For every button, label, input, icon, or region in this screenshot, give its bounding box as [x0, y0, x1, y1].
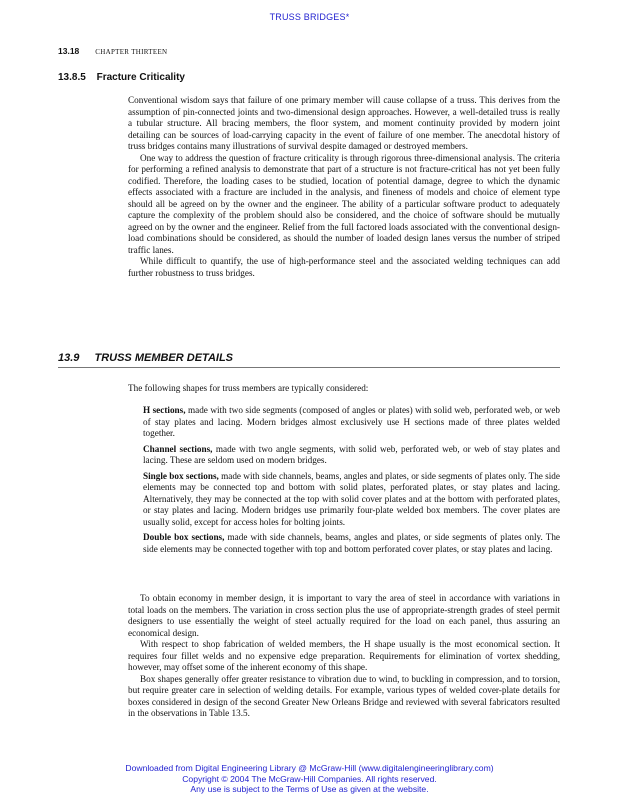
footer-terms: Any use is subject to the Terms of Use as given at the website. [190, 784, 429, 794]
paragraph: One way to address the question of fracture criticality is through rigorous three-dimensional analysis. The criteria for performing a refined analysis to demonstrate that part of a structure is not fracture-critical has not yet been fully codified. Therefore, the loading cases to be studied, location of potential damage, degree to which the dynamic effects associated with a fracture are included in the analysis, and fineness of models and choice of element type should all be agreed on by the owner and the engineer. The ability of a particular software product to adequately capture the complexity of the problem should also be considered, and the choice of software should be mutually agreed on by the owner and the engineer. Relief from the full factored loads associated with the conventional design-load combinations should be considered, as should the number of loaded design lanes versus the number of striped traffic lanes. [128, 152, 560, 255]
list-item [143, 405, 560, 440]
running-head [58, 46, 167, 56]
list-item [143, 444, 560, 467]
truss-member-intro [128, 383, 560, 395]
shape-term: H sections, [143, 405, 186, 415]
list-item [143, 471, 560, 529]
chapter-label: CHAPTER THIRTEEN [95, 48, 168, 56]
list-item [143, 532, 560, 555]
shape-term: Single box sections, [143, 470, 219, 481]
footer-copyright: Copyright © 2004 The McGraw-Hill Companies. All rights reserved. [182, 773, 437, 784]
member-shapes-list [143, 405, 560, 559]
header-banner: TRUSS BRIDGES* [269, 12, 350, 22]
section-title: Fracture Criticality [96, 72, 185, 83]
fracture-criticality-body [128, 95, 560, 279]
section-title: TRUSS MEMBER DETAILS [94, 352, 234, 364]
shape-description: made with side channels, beams, angles and plates, or side segments of plates only. The side elements may be connected together with top and bottom perforated cover plates, or stay plates and lacing. [143, 532, 560, 554]
section-number: 13.9 [58, 352, 80, 364]
shape-term: Channel sections, [143, 443, 213, 454]
shape-description: made with two side segments (composed of angles or plates) with solid web, perforated web, or web of stay plates and lacing. Modern bridges almost exclusively use H sections made of three plates welded together. [143, 405, 560, 438]
paragraph: To obtain economy in member design, it is important to vary the area of steel in accordance with variations in total loads on the members. The variation in cross section plus the use of appropriate-strength grades of steel permit designers to use essentially the weight of steel actually required for the load on each panel, thus assuring an economical design. [128, 593, 560, 638]
paragraph: The following shapes for truss members are typically considered: [128, 383, 369, 393]
paragraph: Box shapes generally offer greater resistance to vibration due to wind, to buckling in compression, and to torsion, but require greater care in selection of welding details. For example, various types of welded cover-plate details for boxes considered in design of the second Greater New Orleans Bridge and reviewed with several fabricators resulted in the observations in Table 13.5. [128, 673, 560, 718]
section-number: 13.8.5 [58, 72, 86, 83]
shape-term: Double box sections, [143, 532, 225, 542]
section-heading-truss-member-details [58, 352, 560, 368]
footer-download-link[interactable]: Downloaded from Digital Engineering Library @ McGraw-Hill (www.digitalengineeringlibrary.com) [125, 763, 494, 773]
shape-description: made with two angle segments, with solid web, perforated web, or web of stay plates and lacing. These are seldom used on modern bridges. [143, 443, 560, 465]
paragraph: While difficult to quantify, the use of high-performance steel and the associated welding techniques can add further robustness to truss bridges. [128, 256, 560, 278]
paragraph: Conventional wisdom says that failure of one primary member will cause collapse of a truss. This derives from the assumption of pin-connected joints and two-dimensional design approaches. However, a well-detailed truss is really a tubular structure. All bracing members, the floor system, and moment continuity provided by modern joint detailing can be sources of load-carrying capacity in the event of failure of one member. The anecdotal history of truss bridges contains many illustrations of survival despite damaged or destroyed members. [128, 95, 560, 151]
shape-description: made with side channels, beams, angles and plates, or side segments of plates only. The side elements may be connected top and bottom with solid plates, perforated plates, or stay plates and lacing. Alternatively, they may be connected at the top with solid cover plates and at the bottom with perforated plates, or stay plates and lacing. Modern bridges use primarily four-plate welded box members. The cover plates are usually solid, except for access holes for bolting joints. [143, 470, 560, 527]
page-number: 13.18 [58, 46, 80, 56]
section-heading-fracture-criticality [58, 72, 185, 83]
paragraph: With respect to shop fabrication of welded members, the H shape usually is the most economical section. It requires four fillet welds and no expensive edge preparation. Requirements for elimination of vortex shedding, however, may offset some of the inherent economy of this shape. [128, 639, 560, 672]
truss-member-body [128, 593, 560, 720]
footer [0, 763, 619, 795]
